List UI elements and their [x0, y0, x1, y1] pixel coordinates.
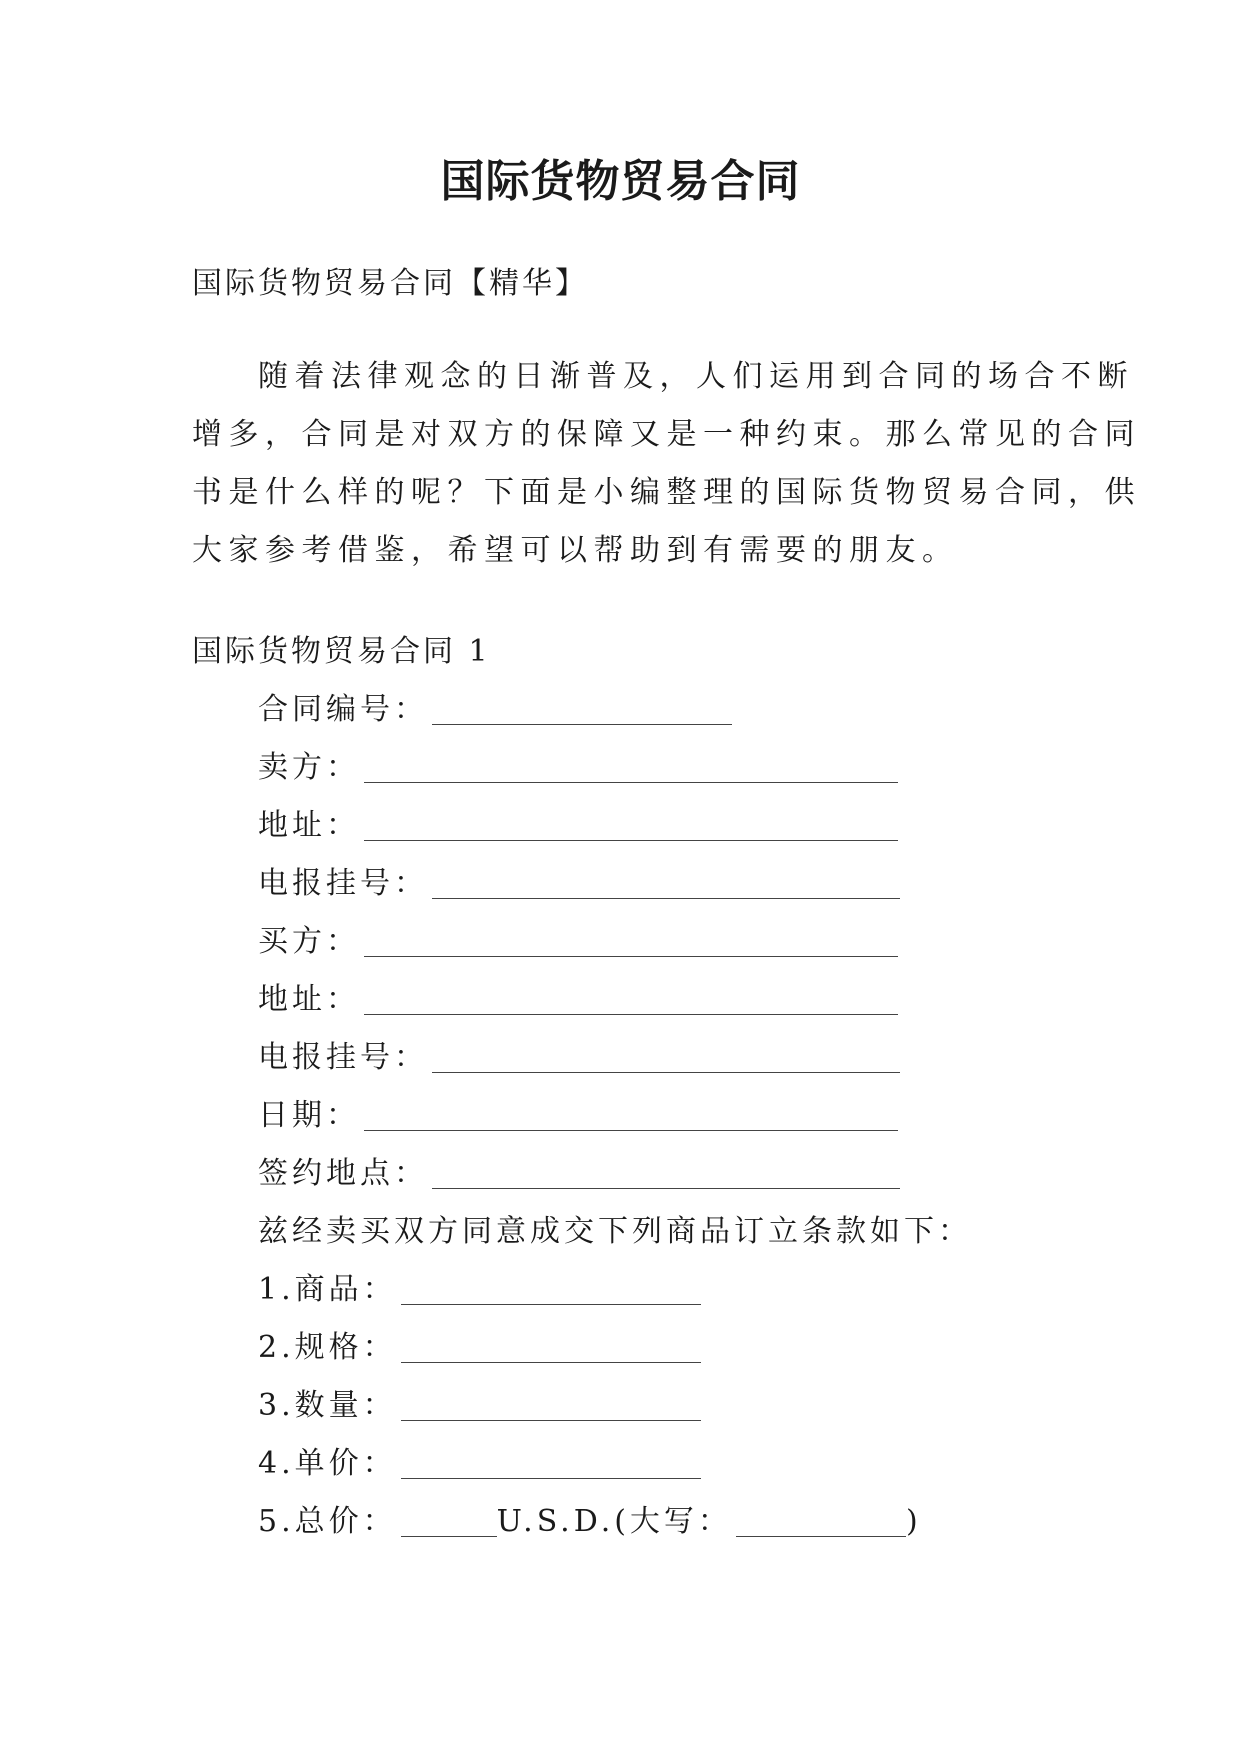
quantity-field [258, 1386, 701, 1426]
commodity-blank[interactable] [401, 1274, 701, 1305]
specification-label: 2.规格： [258, 1330, 397, 1365]
total-currency-label: U.S.D.(大写： [496, 1504, 732, 1539]
buyer-blank[interactable] [364, 926, 898, 957]
date-label: 日期： [258, 1098, 360, 1133]
contract-number-label: 合同编号： [258, 692, 428, 727]
commodity-field [258, 1270, 701, 1310]
total-close-paren: ) [905, 1504, 922, 1539]
intro-line: 随着法律观念的日渐普及，人们运用到合同的场合不断 [258, 359, 1134, 394]
date-field [258, 1096, 898, 1136]
seller-cable-blank[interactable] [432, 868, 900, 899]
buyer-address-label: 地址： [258, 982, 360, 1017]
seller-address-blank[interactable] [364, 810, 898, 841]
document-title: 国际货物贸易合同 [440, 156, 801, 207]
buyer-cable-blank[interactable] [432, 1042, 900, 1073]
unit-price-field [258, 1444, 701, 1484]
seller-cable-label: 电报挂号： [258, 866, 428, 901]
intro-line: 大家参考借鉴，希望可以帮助到有需要的朋友。 [192, 533, 959, 568]
unit-price-blank[interactable] [401, 1448, 701, 1479]
signing-place-blank[interactable] [432, 1158, 900, 1189]
buyer-field [258, 922, 898, 962]
buyer-address-blank[interactable] [364, 984, 898, 1015]
buyer-cable-label: 电报挂号： [258, 1040, 428, 1075]
intro-paragraph [192, 348, 1141, 580]
seller-field [258, 748, 898, 788]
buyer-address-field [258, 980, 898, 1020]
total-price-field [258, 1502, 922, 1542]
total-price-label: 5.总价： [258, 1504, 397, 1539]
total-price-blank[interactable] [401, 1506, 497, 1537]
buyer-label: 买方： [258, 924, 360, 959]
total-in-words-blank[interactable] [736, 1506, 906, 1537]
seller-address-label: 地址： [258, 808, 360, 843]
signing-place-field [258, 1154, 900, 1194]
commodity-label: 1.商品： [258, 1272, 397, 1307]
contract-number-field [258, 690, 732, 730]
signing-place-label: 签约地点： [258, 1156, 428, 1191]
unit-price-label: 4.单价： [258, 1446, 397, 1481]
quantity-label: 3.数量： [258, 1388, 397, 1423]
seller-cable-field [258, 864, 900, 904]
quantity-blank[interactable] [401, 1390, 701, 1421]
seller-blank[interactable] [364, 752, 898, 783]
seller-address-field [258, 806, 898, 846]
contract-number-blank[interactable] [432, 694, 732, 725]
agreement-text: 兹经卖买双方同意成交下列商品订立条款如下： [258, 1214, 972, 1249]
specification-field [258, 1328, 701, 1368]
buyer-cable-field [258, 1038, 900, 1078]
section-heading: 国际货物贸易合同 1 [192, 634, 491, 669]
intro-line: 增多，合同是对双方的保障又是一种约束。那么常见的合同 [192, 417, 1141, 452]
intro-line: 书是什么样的呢？下面是小编整理的国际货物贸易合同，供 [192, 475, 1141, 510]
seller-label: 卖方： [258, 750, 360, 785]
specification-blank[interactable] [401, 1332, 701, 1363]
date-blank[interactable] [364, 1100, 898, 1131]
document-subtitle: 国际货物贸易合同【精华】 [192, 266, 588, 301]
